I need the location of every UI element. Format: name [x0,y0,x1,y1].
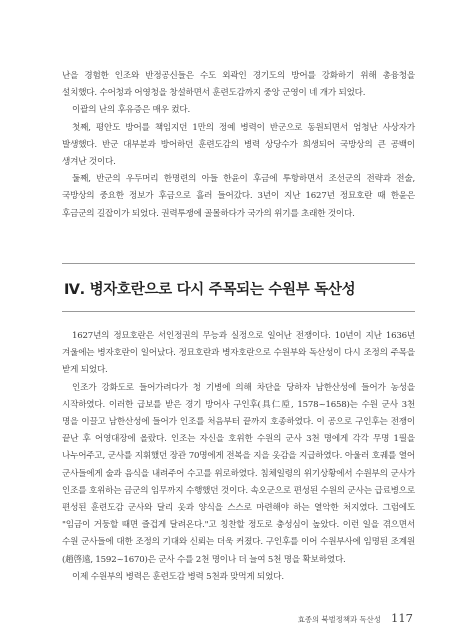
paragraph: 난을 경험한 인조와 반정공신들은 수도 외곽인 경기도의 방어를 강화하기 위해 총융청을 설치했다. 수어청과 어영청을 창설하면서 훈련도감까지 중앙 군영이 네 개가 되었다. [62,71,415,99]
section-heading: Ⅳ. 병자호란으로 다시 주목되는 수원부 독산성 [64,282,356,298]
paragraph: 이제 수원부의 병력은 훈련도감 병력 5천과 맞먹게 되었다. [72,571,284,582]
page-footer [298,607,413,626]
running-title: 효종의 북벌정책과 독산성 [297,615,381,624]
page-number: 117 [391,611,413,625]
paragraph: 인조가 강화도로 들어가려다가 청 기병에 의해 차단을 당하자 남한산성에 들어가 농성을 시작하였다. 이러한 급보를 받은 경기 방어사 구인후(具仁垕, 1578~1658)는 수원 군사 3천 명을 이끌고 남한산성에 들어가 인조를 처음부터 끝까지 호종하였다. 이 공으로 구인후는 전쟁이 끝난 후 어영대장에 올랐다. 인조는 자신을 호위한 수원의 군사 3천 명에게 각각 무명 1필을 나누어주고, 군사를 지휘했던 장관 70명에게 전복을 지을 옷감을 지급하였다. 아울러 호궤를 열어 군사들에게 술과 음식을 내려주어 수고를 위로하였다. 침체일령의 위기상황에서 수원부의 군사가 인조를 호위하는 금군의 임무까지 수행했던 것이다. 속오군으로 편성된 수원의 군사는 급료병으로 편성된 훈련도감 군사와 달리 옷과 양식을 스스로 마련해야 하는 열악한 처지였다. 그럼에도 "임금이 거둥할 때면 즐겁게 달려온다."고 칭찬할 정도로 충성심이 높았다. 이런 일을 겪으면서 수원 군사들에 대한 조정의 기대와 신뢰는 더욱 커졌다. 구인후를 이어 수원부사에 임명된 조계원(趙啓遠, 1592~1670)은 군사 수를 2천 명이나 더 늘여 5천 명을 확보하였다. [62,382,415,565]
paragraph: 1627년의 정묘호란은 서인정권의 무능과 실정으로 일어난 전쟁이다. 10년이 지난 1636년 겨울에는 병자호란이 일어났다. 정묘호란과 병자호란으로 수원부와 독산성이 다시 조정의 주목을 받게 되었다. [62,331,415,376]
document-page [62,0,415,640]
top-text-block [62,68,415,223]
section-heading-box [62,263,415,312]
bottom-text-block [62,328,415,586]
paragraph: 첫째, 평안도 방어를 책임지던 1만의 정예 병력이 반군으로 동원되면서 엄청난 사상자가 발생했다. 반군 대부분과 방어하던 훈련도감의 병력 상당수가 희생되어 국방상의 큰 공백이 생겨난 것이다. [62,122,415,168]
heading-bottom-rule [62,311,415,312]
paragraph: 이괄의 난의 후유증은 매우 컸다. [72,105,190,116]
paragraph: 둘째, 반군의 우두머리 한명련의 아들 한윤이 후금에 투항하면서 조선군의 전략과 전술, 국방상의 중요한 정보가 후금으로 흘러 들어갔다. 3년이 지난 1627년 정묘호란 때 한윤은 후금군의 길잡이가 되었다. 권력투쟁에 골몰하다가 국가의 위기를 초래한 것이다. [62,174,415,219]
